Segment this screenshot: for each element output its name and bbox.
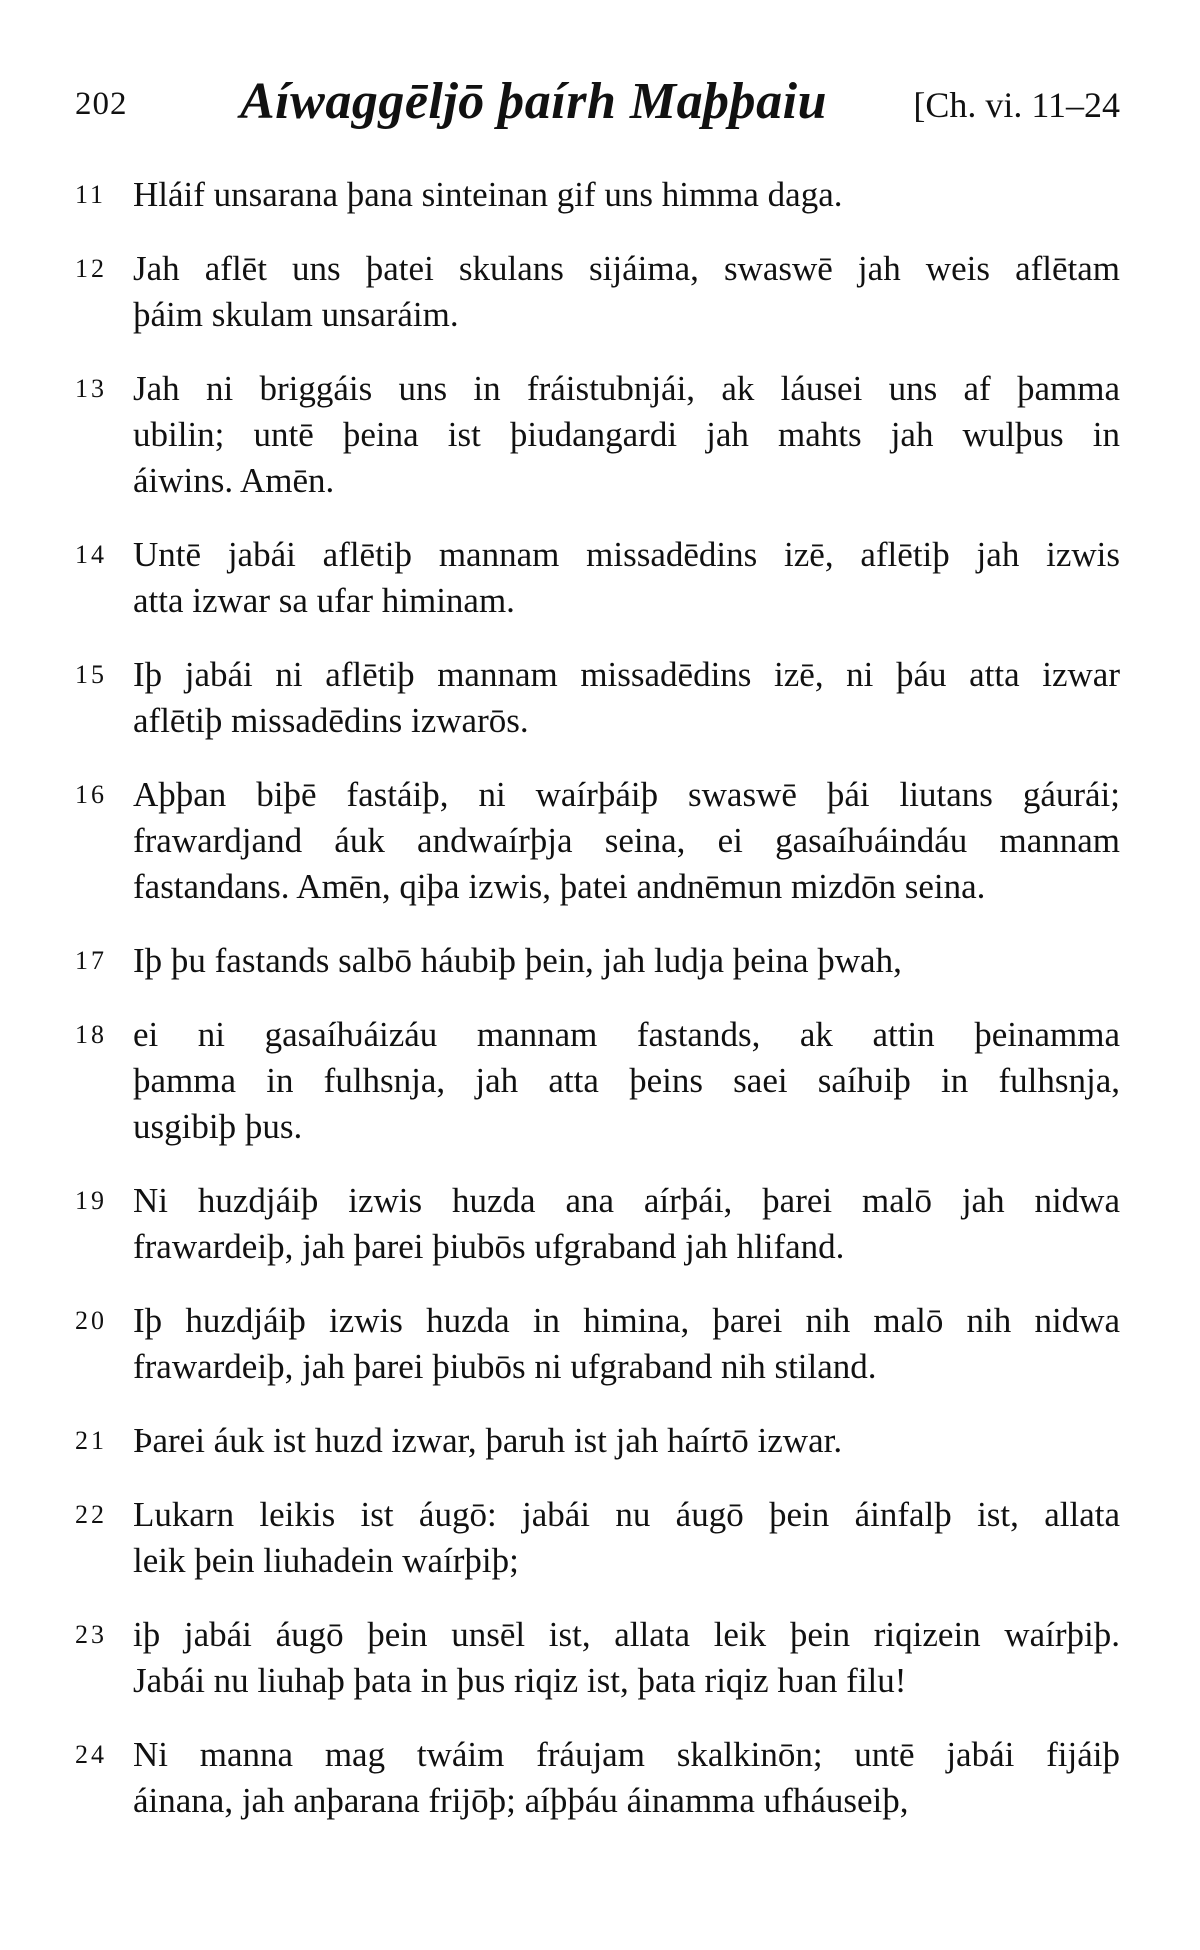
verse-line: fastandans. Amēn, qiþa izwis, þatei andnēmun mizdōn seina. [133, 867, 986, 906]
verse-lines [133, 246, 1120, 338]
verse-lines [133, 1298, 1120, 1390]
verse-lines [133, 366, 1120, 504]
verse [75, 652, 1120, 744]
verse-line: leik þein liuhadein waírþiþ; [133, 1541, 519, 1580]
verse-number: 24 [75, 1740, 107, 1769]
verse-lines [133, 772, 1120, 910]
verse-line: Iþ þu fastands salbō háubiþ þein, jah ludja þeina þwah, [133, 941, 902, 980]
verse-line: Jabái nu liuhaþ þata in þus riqiz ist, þata riqiz ƕan filu! [133, 1661, 907, 1700]
verse-line: Jah ni briggáis uns in fráistubnjái, ak láusei uns af þamma [133, 369, 1120, 408]
verse-line: Lukarn leikis ist áugō: jabái nu áugō þein áinfalþ ist, allata [133, 1495, 1120, 1534]
verse-line: frawardeiþ, jah þarei þiubōs ni ufgraband nih stiland. [133, 1347, 877, 1386]
verse-line: Jah aflēt uns þatei skulans sijáima, swaswē jah weis aflētam [133, 249, 1120, 288]
running-title: Aíwaggēljō þaírh Maþþaiu [240, 73, 827, 130]
verse-line: iþ jabái áugō þein unsēl ist, allata leik þein riqizein waírþiþ. [133, 1615, 1120, 1654]
verse-lines [133, 1418, 1120, 1464]
verse-line: þamma in fulhsnja, jah atta þeins saei saíƕiþ in fulhsnja, [133, 1061, 1120, 1100]
verse-lines [133, 938, 1120, 984]
verse-number: 11 [75, 180, 107, 209]
verse-line: Untē jabái aflētiþ mannam missadēdins izē, aflētiþ jah izwis [133, 535, 1120, 574]
verse-number: 18 [75, 1020, 107, 1049]
verse [75, 1732, 1120, 1824]
verse-lines [133, 172, 1120, 218]
verse-line: ei ni gasaíƕáizáu mannam fastands, ak attin þeinamma [133, 1015, 1120, 1054]
verse-number: 19 [75, 1186, 107, 1215]
verse-line: Iþ jabái ni aflētiþ mannam missadēdins izē, ni þáu atta izwar [133, 655, 1120, 694]
verse [75, 938, 1120, 984]
verse-lines [133, 1732, 1120, 1824]
verse-number: 22 [75, 1500, 107, 1529]
verse [75, 172, 1120, 218]
verse-lines [133, 532, 1120, 624]
verse-line: aflētiþ missadēdins izwarōs. [133, 701, 529, 740]
verse-line: Ni huzdjáiþ izwis huzda ana aírþái, þarei malō jah nidwa [133, 1181, 1120, 1220]
verse-line: usgibiþ þus. [133, 1107, 303, 1146]
verse-line: frawardeiþ, jah þarei þiubōs ufgraband jah hlifand. [133, 1227, 845, 1266]
verse-number: 15 [75, 660, 107, 689]
verse-lines [133, 1012, 1120, 1150]
verse [75, 246, 1120, 338]
verse-text-body [75, 172, 1120, 1852]
verse-number: 14 [75, 540, 107, 569]
verse [75, 1492, 1120, 1584]
verse [75, 366, 1120, 504]
verse-line: frawardjand áuk andwaírþja seina, ei gasaíƕáindáu mannam [133, 821, 1120, 860]
verse-line: Hláif unsarana þana sinteinan gif uns himma daga. [133, 175, 843, 214]
verse [75, 1418, 1120, 1464]
verse-number: 12 [75, 254, 107, 283]
verse-lines [133, 1178, 1120, 1270]
verse-lines [133, 1492, 1120, 1584]
verse-number: 17 [75, 946, 107, 975]
verse [75, 1012, 1120, 1150]
verse-line: Iþ huzdjáiþ izwis huzda in himina, þarei nih malō nih nidwa [133, 1301, 1120, 1340]
verse-line: atta izwar sa ufar himinam. [133, 581, 515, 620]
verse-line: ubilin; untē þeina ist þiudangardi jah mahts jah wulþus in [133, 415, 1120, 454]
verse [75, 532, 1120, 624]
verse-number: 16 [75, 780, 107, 809]
verse [75, 772, 1120, 910]
verse [75, 1298, 1120, 1390]
verse-line: Ni manna mag twáim fráujam skalkinōn; untē jabái fijáiþ [133, 1735, 1120, 1774]
verse-number: 21 [75, 1426, 107, 1455]
verse-lines [133, 652, 1120, 744]
verse [75, 1612, 1120, 1704]
verse-lines [133, 1612, 1120, 1704]
verse-number: 20 [75, 1306, 107, 1335]
running-header [75, 68, 1120, 128]
verse-line: þáim skulam unsaráim. [133, 295, 459, 334]
verse [75, 1178, 1120, 1270]
verse-line: Þarei áuk ist huzd izwar, þaruh ist jah haírtō izwar. [133, 1421, 843, 1460]
verse-number: 13 [75, 374, 107, 403]
page-number: 202 [75, 86, 128, 122]
verse-line: áiwins. Amēn. [133, 461, 335, 500]
chapter-reference: [Ch. vi. 11–24 [913, 85, 1120, 125]
verse-line: Aþþan biþē fastáiþ, ni waírþáiþ swaswē þái liutans gáurái; [133, 775, 1120, 814]
verse-line: áinana, jah anþarana frijōþ; aíþþáu áinamma ufháuseiþ, [133, 1781, 909, 1820]
verse-number: 23 [75, 1620, 107, 1649]
